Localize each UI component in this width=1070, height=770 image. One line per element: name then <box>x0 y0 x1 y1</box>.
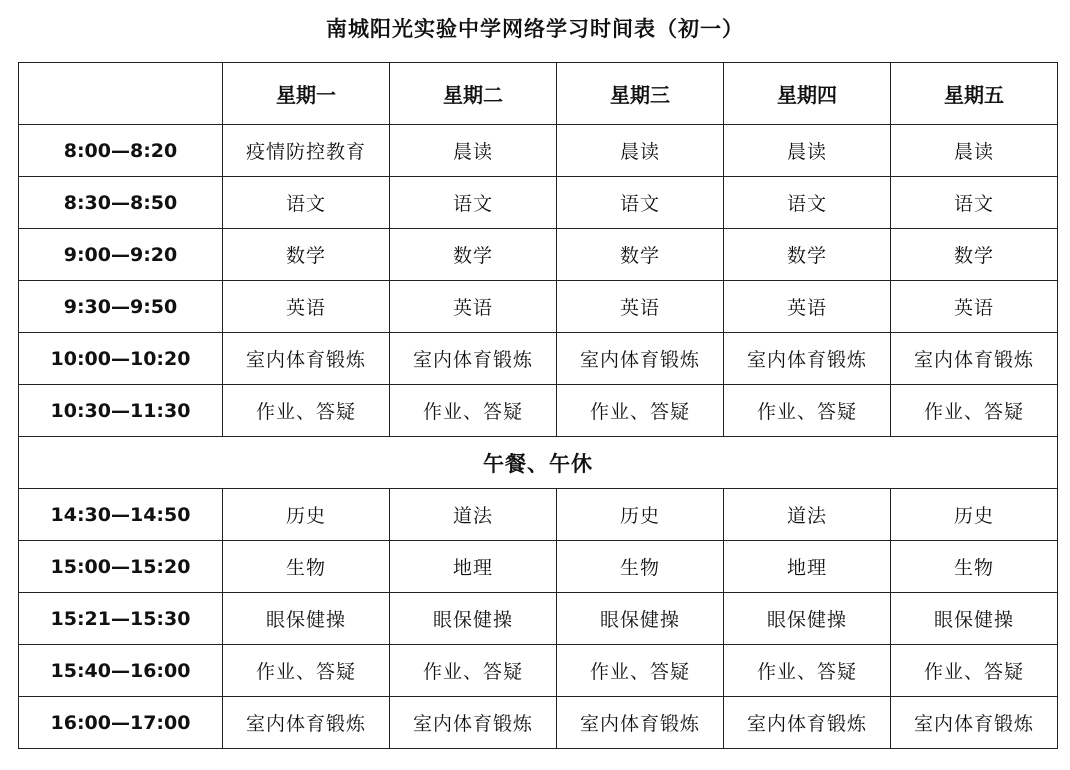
subject-cell: 作业、答疑 <box>390 385 557 437</box>
subject-cell: 英语 <box>891 281 1058 333</box>
subject-cell: 晨读 <box>724 125 891 177</box>
timetable <box>18 62 1058 749</box>
subject-cell: 数学 <box>390 229 557 281</box>
table-row <box>19 385 1058 437</box>
subject-cell: 数学 <box>557 229 724 281</box>
table-row <box>19 125 1058 177</box>
subject-cell: 道法 <box>724 489 891 541</box>
subject-cell: 室内体育锻炼 <box>724 697 891 749</box>
subject-cell: 眼保健操 <box>557 593 724 645</box>
table-row <box>19 541 1058 593</box>
timetable-body <box>19 63 1058 749</box>
time-slot: 10:00—10:20 <box>19 333 223 385</box>
subject-cell: 历史 <box>223 489 390 541</box>
time-slot: 10:30—11:30 <box>19 385 223 437</box>
corner-cell <box>19 63 223 125</box>
table-row <box>19 593 1058 645</box>
subject-cell: 作业、答疑 <box>223 385 390 437</box>
subject-cell: 室内体育锻炼 <box>390 333 557 385</box>
subject-cell: 作业、答疑 <box>724 385 891 437</box>
break-label: 午餐、午休 <box>19 437 1058 489</box>
subject-cell: 晨读 <box>557 125 724 177</box>
table-row <box>19 177 1058 229</box>
subject-cell: 作业、答疑 <box>891 385 1058 437</box>
subject-cell: 语文 <box>891 177 1058 229</box>
subject-cell: 室内体育锻炼 <box>390 697 557 749</box>
subject-cell: 语文 <box>724 177 891 229</box>
time-slot: 9:00—9:20 <box>19 229 223 281</box>
page-title: 南城阳光实验中学网络学习时间表（初一） <box>326 17 744 41</box>
subject-cell: 作业、答疑 <box>724 645 891 697</box>
subject-cell: 语文 <box>390 177 557 229</box>
subject-cell: 历史 <box>557 489 724 541</box>
subject-cell: 地理 <box>724 541 891 593</box>
subject-cell: 室内体育锻炼 <box>891 697 1058 749</box>
subject-cell: 历史 <box>891 489 1058 541</box>
subject-cell: 地理 <box>390 541 557 593</box>
day-header-fri: 星期五 <box>891 63 1058 125</box>
time-slot: 14:30—14:50 <box>19 489 223 541</box>
time-slot: 15:21—15:30 <box>19 593 223 645</box>
subject-cell: 生物 <box>223 541 390 593</box>
time-slot: 8:30—8:50 <box>19 177 223 229</box>
subject-cell: 眼保健操 <box>891 593 1058 645</box>
subject-cell: 室内体育锻炼 <box>557 697 724 749</box>
subject-cell: 英语 <box>724 281 891 333</box>
subject-cell: 作业、答疑 <box>390 645 557 697</box>
subject-cell: 室内体育锻炼 <box>557 333 724 385</box>
day-header-thu: 星期四 <box>724 63 891 125</box>
subject-cell: 室内体育锻炼 <box>724 333 891 385</box>
time-slot: 15:40—16:00 <box>19 645 223 697</box>
subject-cell: 疫情防控教育 <box>223 125 390 177</box>
table-row <box>19 489 1058 541</box>
subject-cell: 室内体育锻炼 <box>223 697 390 749</box>
subject-cell: 晨读 <box>390 125 557 177</box>
day-header-mon: 星期一 <box>223 63 390 125</box>
subject-cell: 英语 <box>557 281 724 333</box>
header-row <box>19 63 1058 125</box>
subject-cell: 语文 <box>557 177 724 229</box>
table-row <box>19 333 1058 385</box>
subject-cell: 眼保健操 <box>724 593 891 645</box>
day-header-wed: 星期三 <box>557 63 724 125</box>
subject-cell: 生物 <box>557 541 724 593</box>
time-slot: 9:30—9:50 <box>19 281 223 333</box>
table-row <box>19 229 1058 281</box>
day-header-tue: 星期二 <box>390 63 557 125</box>
subject-cell: 晨读 <box>891 125 1058 177</box>
time-slot: 16:00—17:00 <box>19 697 223 749</box>
subject-cell: 数学 <box>891 229 1058 281</box>
subject-cell: 室内体育锻炼 <box>223 333 390 385</box>
subject-cell: 作业、答疑 <box>891 645 1058 697</box>
subject-cell: 数学 <box>223 229 390 281</box>
table-row <box>19 281 1058 333</box>
subject-cell: 眼保健操 <box>390 593 557 645</box>
subject-cell: 室内体育锻炼 <box>891 333 1058 385</box>
time-slot: 15:00—15:20 <box>19 541 223 593</box>
subject-cell: 数学 <box>724 229 891 281</box>
table-row <box>19 697 1058 749</box>
subject-cell: 英语 <box>223 281 390 333</box>
break-row <box>19 437 1058 489</box>
subject-cell: 道法 <box>390 489 557 541</box>
subject-cell: 英语 <box>390 281 557 333</box>
subject-cell: 作业、答疑 <box>557 645 724 697</box>
subject-cell: 作业、答疑 <box>557 385 724 437</box>
subject-cell: 语文 <box>223 177 390 229</box>
subject-cell: 眼保健操 <box>223 593 390 645</box>
table-row <box>19 645 1058 697</box>
subject-cell: 作业、答疑 <box>223 645 390 697</box>
subject-cell: 生物 <box>891 541 1058 593</box>
time-slot: 8:00—8:20 <box>19 125 223 177</box>
